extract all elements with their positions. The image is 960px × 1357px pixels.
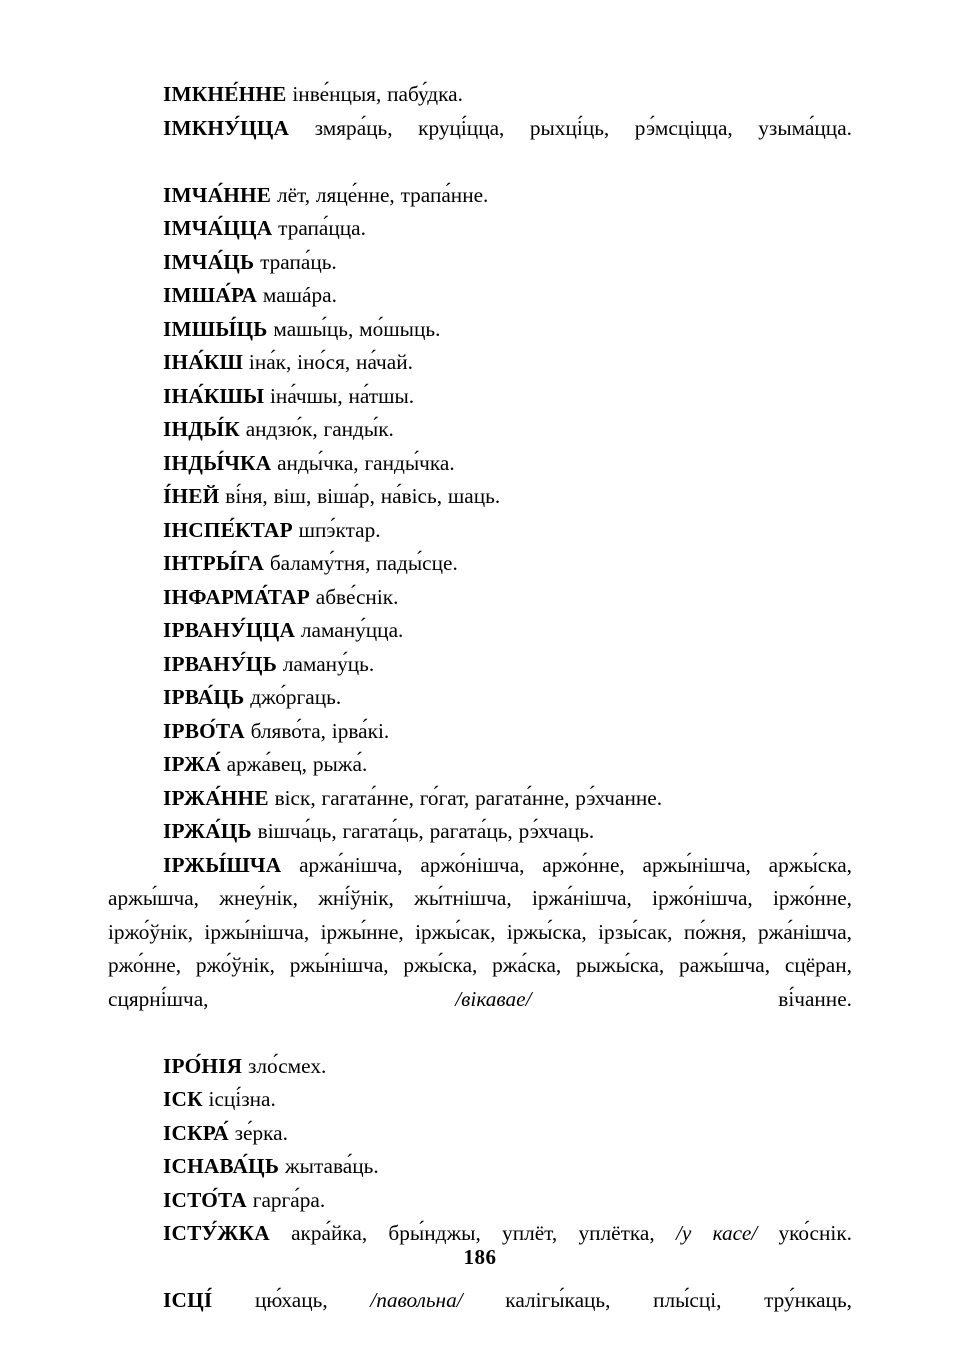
dictionary-entry	[108, 1050, 852, 1084]
entry-gloss: зло́смех.	[248, 1053, 327, 1078]
entry-gloss: шпэ́ктар.	[298, 517, 381, 542]
dictionary-entry	[108, 413, 852, 447]
dictionary-entry	[108, 1284, 852, 1351]
entry-headword: ІСНАВА́ЦЬ	[163, 1154, 280, 1178]
entry-gloss: змяра́ць, круці́цца, рыхці́ць, рэ́мсціцца, узыма́цца.	[314, 115, 852, 140]
dictionary-entry	[108, 112, 852, 179]
entry-headword: ІРЖА́	[163, 752, 221, 776]
entry-headword: ІНФАРМА́ТАР	[163, 584, 310, 609]
entry-gloss: машáра.	[262, 283, 337, 307]
dictionary-entry	[108, 648, 852, 682]
dictionary-entry	[108, 782, 852, 816]
entry-gloss: іна́чшы, на́тшы.	[270, 383, 415, 408]
dictionary-entry	[108, 715, 852, 749]
entry-gloss: цю́хаць,	[254, 1288, 371, 1312]
dictionary-entry	[108, 380, 852, 414]
entry-headword: ІРВА́ЦЬ	[163, 685, 245, 709]
entry-gloss-tail: ві́чанне.	[531, 986, 852, 1011]
entry-gloss: жытава́ць.	[284, 1154, 379, 1178]
dictionary-entry	[108, 849, 852, 1050]
entry-gloss: акра́йка, бры́нджы, уплёт, уплётка,	[291, 1221, 676, 1245]
entry-gloss: лёт, ляце́нне, трапа́нне.	[276, 182, 489, 207]
entry-gloss-tail: калігы́каць, плы́сці, тру́нкаць,	[462, 1288, 852, 1312]
entry-gloss: ві́ня, віш, віша́р, на́вісь, шаць.	[225, 484, 501, 508]
entry-headword: ІМЧА́ЦЦА	[163, 216, 273, 240]
entry-gloss: андзю́к, ганды́к.	[245, 417, 394, 441]
entry-gloss: аржа́нішча, аржо́нішча, аржо́нне, аржы́нішча, аржы́ска, аржы́шча, жнеу́нік, жні́ўнік, жы́тнішча, іржа́нішча, іржо́нішча, іржо́нне, іржо́ўнік, іржы́нішча, іржы́нне, іржы́сак, іржы́ска, ірзы́сак, по́жня, ржа́нішча, ржо́нне, ржо́ўнік, ржы́нішча, ржы́ска, ржа́ска, рыжы́ска, ражы́шча, сцёран, сцярні́шча,	[108, 852, 853, 1011]
entry-headword: ІРО́НІЯ	[163, 1053, 243, 1078]
entry-gloss: абве́снік.	[315, 584, 399, 609]
dictionary-entry	[108, 1117, 852, 1151]
dictionary-entry	[108, 179, 852, 213]
entry-headword: ІМКНУ́ЦЦА	[163, 115, 290, 140]
entry-gloss: інве́нцыя, пабу́дка.	[292, 82, 463, 106]
dictionary-entry	[108, 447, 852, 481]
dictionary-entry	[108, 279, 852, 313]
entry-headword: ІНА́КШ	[163, 350, 244, 374]
entry-gloss: ісці́зна.	[208, 1087, 276, 1111]
entry-gloss: баламу́тня, пады́сце.	[269, 551, 458, 575]
page-number: 186	[463, 1245, 497, 1269]
entry-headword: ІСТУ́ЖКА	[163, 1221, 270, 1245]
entry-gloss: зе́рка.	[234, 1120, 288, 1145]
dictionary-entry	[108, 313, 852, 347]
entry-column	[108, 78, 852, 1351]
dictionary-entry	[108, 815, 852, 849]
dictionary-entry	[108, 212, 852, 246]
entry-gloss-tail: уко́снік.	[757, 1221, 852, 1245]
entry-headword: ІМШЫ́ЦЬ	[163, 316, 268, 341]
entry-gloss: віск, гагата́нне, го́гат, рагата́нне, рэ́хчанне.	[274, 785, 663, 810]
dictionary-entry	[108, 346, 852, 380]
dictionary-entry	[108, 581, 852, 615]
entry-headword: ІНТРЫ́ГА	[163, 551, 264, 575]
entry-gloss: аржа́вец, рыжа́.	[226, 752, 368, 776]
entry-headword: ІМША́РА	[163, 283, 258, 307]
entry-headword: ІРВАНУ́ЦЦА	[163, 618, 296, 642]
entry-gloss: джо́ргаць.	[250, 685, 342, 709]
entry-headword: ІНДЫ́ЧКА	[163, 450, 272, 475]
dictionary-entry	[108, 514, 852, 548]
entry-gloss: трапа́ць.	[260, 249, 337, 274]
entry-gloss: трапа́цца.	[278, 216, 366, 240]
dictionary-entry	[108, 614, 852, 648]
entry-headword: ІНСПЕ́КТАР	[163, 517, 293, 542]
entry-usage-note: /павольна/	[370, 1288, 463, 1312]
entry-headword: ІРВАНУ́ЦЬ	[163, 651, 277, 676]
dictionary-entry	[108, 78, 852, 112]
entry-headword: ІРЖЫ́ШЧА	[163, 852, 282, 877]
entry-headword: ІМЧА́ННЕ	[163, 182, 272, 207]
entry-headword: ІНДЫ́К	[163, 417, 240, 441]
entry-headword: ІМЧА́ЦЬ	[163, 249, 255, 274]
entry-usage-note: /вікавае/	[455, 986, 532, 1011]
entry-gloss: машы́ць, мо́шыць.	[273, 316, 441, 341]
entry-headword: ІРЖА́ЦЬ	[163, 819, 252, 843]
dictionary-entry	[108, 547, 852, 581]
entry-headword: ІСЦІ́	[163, 1288, 213, 1312]
entry-headword: ІСКРА́	[163, 1120, 229, 1145]
dictionary-entry	[108, 1083, 852, 1117]
entry-headword: ІСТО́ТА	[163, 1187, 247, 1212]
entry-gloss: ламану́цца.	[300, 618, 404, 642]
entry-gloss: ламану́ць.	[282, 651, 375, 676]
entry-headword: ІСК	[163, 1087, 203, 1111]
dictionary-entry	[108, 681, 852, 715]
dictionary-entry	[108, 246, 852, 280]
dictionary-entry	[108, 1150, 852, 1184]
entry-gloss: іна́к, іно́ся, на́чай.	[248, 350, 413, 374]
entry-gloss: анды́чка, ганды́чка.	[277, 450, 455, 475]
entry-usage-note: /у касе/	[675, 1221, 758, 1245]
entry-headword: ІРЖА́ННЕ	[163, 785, 269, 810]
entry-headword: ІНА́КШЫ	[163, 383, 265, 408]
entry-gloss: вішча́ць, гагата́ць, рагата́ць, рэ́хчаць.	[257, 819, 595, 843]
entry-headword: І́НЕЙ	[163, 484, 220, 508]
entry-gloss: гарга́ра.	[252, 1187, 326, 1212]
entry-gloss: бляво́та, ірва́кі.	[250, 718, 390, 743]
entry-headword: ІРВО́ТА	[163, 718, 245, 743]
entry-headword: ІМКНЕ́ННЕ	[163, 82, 287, 106]
dictionary-entry	[108, 1184, 852, 1218]
dictionary-entry	[108, 480, 852, 514]
dictionary-entry	[108, 748, 852, 782]
